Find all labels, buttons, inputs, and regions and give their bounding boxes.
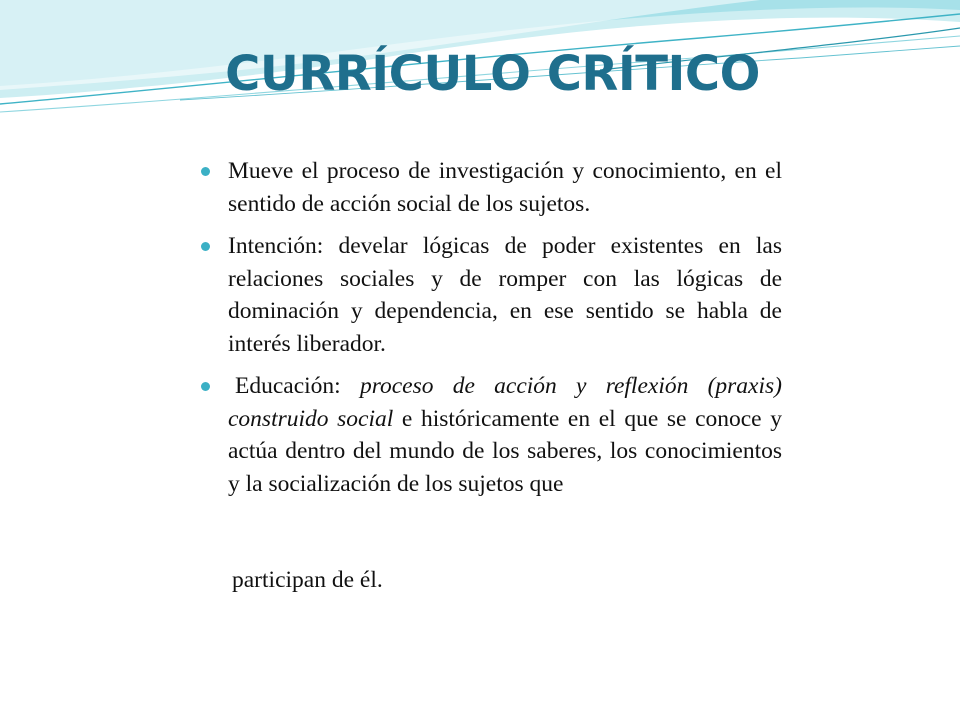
trailing-line: participan de él. — [232, 567, 383, 593]
bullet-item — [198, 155, 782, 220]
bullet-item — [198, 230, 782, 360]
bullet-item — [198, 370, 782, 500]
bullet-list — [198, 155, 782, 510]
bullet-label: Educación: — [235, 373, 360, 399]
bullet-text: Mueve el proceso de investigación y conocimiento, en el sentido de acción social de los sujetos. — [228, 158, 782, 217]
bullet-italic-definition: proceso de acción y reflexión (praxis) construido social — [228, 373, 782, 432]
bullet-text: e históricamente en el que se conoce y actúa dentro del mundo de los saberes, los conocimientos y la socialización de los sujetos que — [228, 405, 782, 497]
bullet-text: Intención: develar lógicas de poder existentes en las relaciones sociales y de romper con las lógicas de dominación y dependencia, en ese sentido se habla de interés liberador. — [228, 233, 782, 357]
slide-title: CURRÍCULO CRÍTICO — [225, 46, 760, 102]
